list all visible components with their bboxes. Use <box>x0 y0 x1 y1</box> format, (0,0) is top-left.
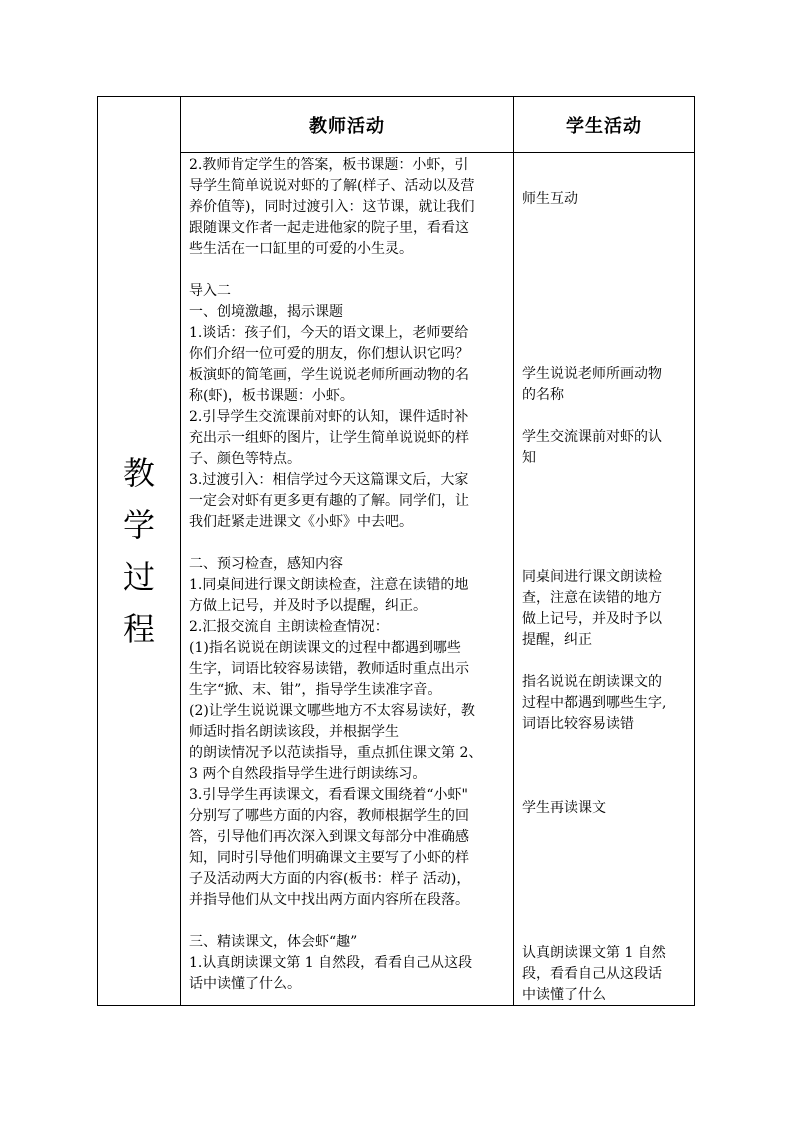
teacher-activity-text <box>181 153 513 1005</box>
teacher-text-line: 方做上记号，并及时予以提醒，纠正。 <box>189 598 427 614</box>
teacher-text-line: 3.引导学生再读课文，看看课文围绕着“小虾" <box>189 787 468 803</box>
teacher-text-line: 1.认真朗读课文第 1 自然段，看看自己从这段 <box>189 955 473 971</box>
teacher-text-line: 话中读懂了什么。 <box>189 976 301 992</box>
student-text-line: 同桌间进行课文朗读检 <box>522 569 662 585</box>
student-text-line: 知 <box>522 450 536 466</box>
teacher-text-line: 一定会对虾有更多更有趣的了解。同学们，让 <box>189 493 469 509</box>
student-text-line: 的名称 <box>522 387 564 403</box>
teacher-text-line: 2.教师肯定学生的答案，板书课题：小虾，引 <box>189 157 469 173</box>
lesson-plan-table <box>97 96 695 1006</box>
teacher-text-line: 的朗读情况予以范读指导，重点抓住课文第 2、 <box>189 745 483 761</box>
teacher-text-line: (2)让学生说说课文哪些地方不太容易读好，教 <box>189 703 475 719</box>
teacher-text-line: 些生活在一口缸里的可爱的小生灵。 <box>189 241 413 257</box>
teacher-text-line: 我们赶紧走进课文《小虾》中去吧。 <box>189 514 413 530</box>
teacher-text-line: 子、颜色等特点。 <box>189 451 301 467</box>
teacher-text-line: 生字“掀、末、钳”，指导学生读准字音。 <box>189 682 442 698</box>
teacher-activity-cell <box>181 153 514 1006</box>
teacher-text-line: 答，引导他们再次深入到课文每部分中准确感 <box>189 829 469 845</box>
body-row <box>98 153 695 1006</box>
teacher-text-line: (1)指名说说在朗读课文的过程中都遇到哪些 <box>189 640 461 656</box>
teacher-text-line: 3.过渡引入：相信学过今天这篇课文后，大家 <box>189 472 469 488</box>
student-text-line: 认真朗读课文第 1 自然 <box>522 945 666 961</box>
student-text-line: 师生互动 <box>522 191 578 207</box>
teacher-text-line: 板演虾的简笔画，学生说说老师所画动物的名 <box>189 367 469 383</box>
teacher-text-line: 你们介绍一位可爱的朋友，你们想认识它吗？ <box>189 346 469 362</box>
student-activity-cell <box>514 153 695 1006</box>
student-text-line: 做上记号，并及时予以 <box>522 611 662 627</box>
teacher-text-line: 3 两个自然段指导学生进行朗读练习。 <box>189 766 427 782</box>
student-text-line: 学生交流课前对虾的认 <box>522 429 662 445</box>
teacher-text-line: 师适时指名朗读该段，并根据学生 <box>189 724 399 740</box>
student-text-line: 中读懂了什么 <box>522 987 606 1003</box>
teacher-text-line: 生字，词语比较容易读错，教师适时重点出示 <box>189 661 469 677</box>
student-text-line: 查，注意在读错的地方 <box>522 590 662 606</box>
section-label-cell <box>98 97 181 1006</box>
teacher-text-line: 充出示一组虾的图片，让学生简单说说虾的样 <box>189 430 469 446</box>
teacher-text-line: 称(虾)，板书课题：小虾。 <box>189 388 354 404</box>
teacher-text-line: 导入二 <box>189 283 231 299</box>
header-row <box>98 97 695 153</box>
section-label-char: 教 <box>122 454 155 492</box>
teacher-text-line: 2.引导学生交流课前对虾的认知，课件适时补 <box>189 409 469 425</box>
section-label-char: 学 <box>122 506 155 544</box>
student-activity-header: 学生活动 <box>514 97 695 153</box>
teacher-text-line: 子及活动两大方面的内容(板书：样子 活动)， <box>189 871 471 887</box>
section-label-char: 程 <box>122 610 155 648</box>
teacher-text-line: 养价值等)，同时过渡引入：这节课，就让我们 <box>189 199 475 215</box>
section-label <box>98 452 180 650</box>
teacher-text-line: 一、创境激趣，揭示课题 <box>189 304 343 320</box>
student-activity-text <box>514 153 694 1005</box>
teacher-text-line: 2.汇报交流自 主朗读检查情况： <box>189 619 389 635</box>
teacher-text-line: 分别写了哪些方面的内容，教师根据学生的回 <box>189 808 469 824</box>
student-text-line: 学生再读课文 <box>522 800 606 816</box>
teacher-text-line: 导学生简单说说对虾的了解(样子、活动以及营 <box>189 178 475 194</box>
student-text-line: 学生说说老师所画动物 <box>522 366 662 382</box>
teacher-text-line: 知，同时引导他们明确课文主要写了小虾的样 <box>189 850 469 866</box>
student-text-line: 段，看看自己从这段话 <box>522 966 662 982</box>
teacher-text-line: 并指导他们从文中找出两方面内容所在段落。 <box>189 892 469 908</box>
teacher-text-line: 1.同桌间进行课文朗读检查，注意在读错的地 <box>189 577 469 593</box>
student-text-line: 过程中都遇到哪些生字, <box>522 695 667 711</box>
teacher-text-line: 1.谈话：孩子们，今天的语文课上，老师要给 <box>189 325 469 341</box>
teacher-text-line: 跟随课文作者一起走进他家的院子里，看看这 <box>189 220 469 236</box>
teacher-activity-header: 教师活动 <box>181 97 514 153</box>
section-label-char: 过 <box>122 558 155 596</box>
student-text-line: 提醒，纠正 <box>522 632 592 648</box>
teacher-text-line: 三、精读课文，体会虾“趣” <box>189 934 358 950</box>
student-text-line: 指名说说在朗读课文的 <box>522 674 662 690</box>
student-text-line: 词语比较容易读错 <box>522 716 634 732</box>
teacher-text-line: 二、预习检查，感知内容 <box>189 556 343 572</box>
